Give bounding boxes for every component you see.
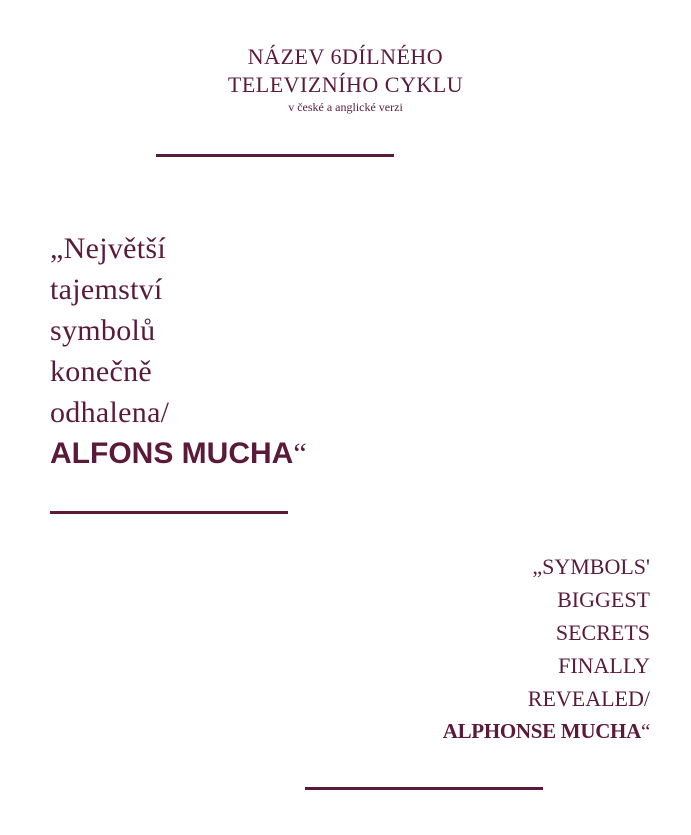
czech-title-line: tajemství bbox=[50, 273, 163, 306]
english-title-line: SECRETS bbox=[555, 620, 650, 645]
czech-closing-quote: “ bbox=[293, 437, 307, 470]
divider-rule-bottom bbox=[305, 787, 543, 790]
czech-title-block bbox=[50, 228, 307, 474]
czech-artist-name bbox=[50, 433, 307, 474]
english-title-line: BIGGEST bbox=[557, 587, 650, 612]
header-subtitle: v české a anglické verzi bbox=[288, 100, 403, 114]
header-line-2: TELEVIZNÍHO CYKLU bbox=[227, 72, 464, 97]
english-closing-quote: “ bbox=[640, 719, 650, 743]
english-artist-name bbox=[443, 715, 650, 748]
czech-title-line: „Největší bbox=[50, 232, 166, 265]
english-title-line: REVEALED/ bbox=[527, 686, 650, 711]
divider-rule-middle bbox=[50, 511, 288, 514]
english-artist-name-text: ALPHONSE MUCHA bbox=[442, 719, 641, 743]
czech-title-line: symbolů bbox=[50, 314, 156, 347]
header-line-1: NÁZEV 6DÍLNÉHO bbox=[247, 44, 444, 69]
english-title-block bbox=[443, 550, 650, 748]
czech-title-line: odhalena/ bbox=[50, 396, 170, 429]
divider-rule-top bbox=[156, 154, 394, 157]
english-title-line: „SYMBOLS' bbox=[532, 554, 650, 579]
czech-title-line: konečně bbox=[50, 355, 153, 388]
series-header bbox=[0, 43, 691, 115]
czech-artist-name-text: ALFONS MUCHA bbox=[50, 437, 294, 470]
english-title-line: FINALLY bbox=[558, 653, 650, 678]
